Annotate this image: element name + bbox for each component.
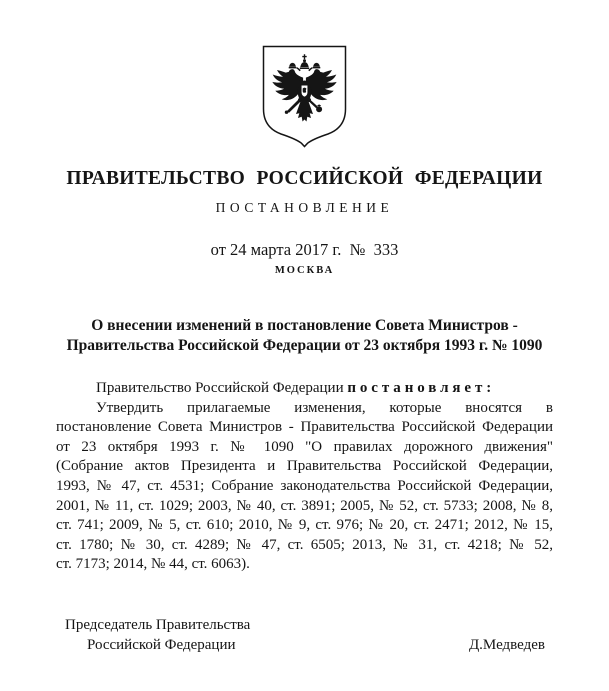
coat-of-arms-icon: [262, 45, 347, 149]
signer-position-line-2: Российской Федерации: [87, 637, 236, 654]
body-line: 1993, № 47, ст. 4531; Собрание законодательства Российской Федерации,: [56, 477, 553, 494]
body-line: ст. 7173; 2014, № 44, ст. 6063).: [56, 556, 250, 573]
body-line: ст. 1780; № 30, ст. 4289; № 47, ст. 6505; 2013, № 31, ст. 4218; № 52,: [56, 536, 553, 553]
signer-position: [65, 615, 250, 656]
decree-title-line-2: Правительства Российской Федерации от 23 октября 1993 г. № 1090: [66, 337, 543, 354]
coat-of-arms: [262, 45, 347, 154]
signer-name: Д.Медведев: [468, 637, 545, 654]
body-line: ст. 741; 2009, № 5, ст. 610; 2010, № 9, ст. 976; № 20, ст. 2471; 2012, № 15,: [56, 517, 553, 534]
signature-block: [56, 615, 553, 656]
body-line: постановление Совета Министров - Правительства Российской Федерации: [56, 419, 553, 436]
resolution-clause: [56, 379, 553, 399]
decree-body: [56, 379, 553, 575]
decree-title: [0, 316, 609, 356]
issuing-authority-title: ПРАВИТЕЛЬСТВО РОССИЙСКОЙ ФЕДЕРАЦИИ: [66, 168, 543, 189]
date-and-number-line: от 24 марта 2017 г. № 333: [210, 240, 399, 259]
city-label: МОСКВА: [274, 265, 335, 276]
signer-position-line-1: Председатель Правительства: [65, 616, 251, 633]
body-line: 2001, № 11, ст. 1029; 2003, № 40, ст. 3891; 2005, № 52, ст. 5733; 2008, № 8,: [56, 497, 553, 514]
document-type-label: ПОСТАНОВЛЕНИЕ: [215, 200, 394, 215]
resolution-verb: постановляет:: [347, 380, 496, 396]
body-line: (Собрание актов Президента и Правительства Российской Федерации,: [56, 458, 553, 475]
body-line: Утвердить прилагаемые изменения, которые вносятся в: [96, 399, 553, 416]
body-line: от 23 октября 1993 г. № 1090 "О правилах дорожного движения": [56, 438, 553, 455]
decree-title-line-1: О внесении изменений в постановление Совета Министров -: [91, 317, 518, 334]
resolution-clause-text: Правительство Российской Федерации: [96, 380, 348, 396]
